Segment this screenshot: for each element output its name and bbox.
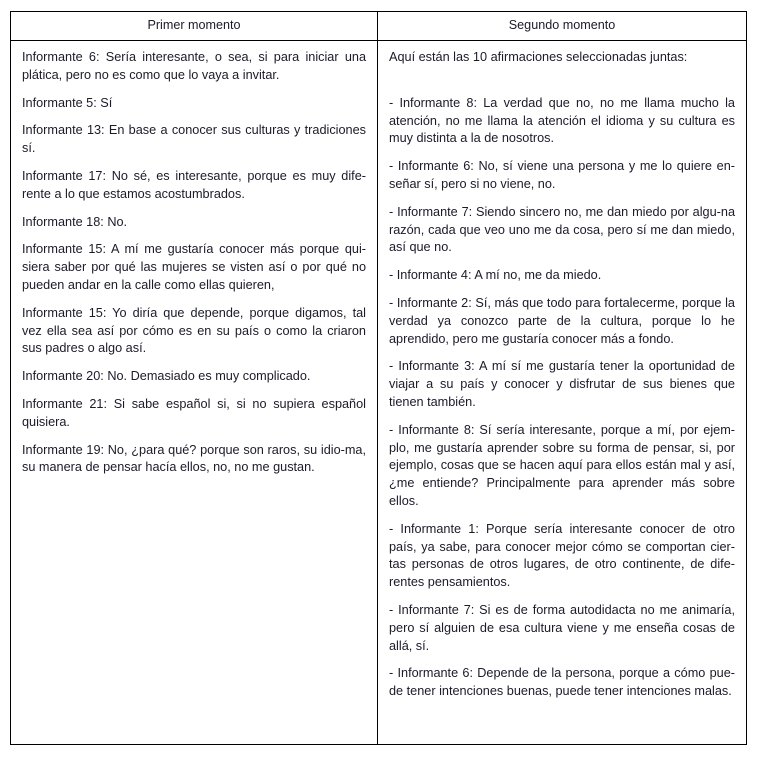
table-header [11,12,747,41]
intro-paragraph: Aquí están las 10 afirmaciones seleccionadas juntas: [389,50,688,64]
quote-paragraph: - Informante 7: Siendo sincero no, me dan miedo por algu-na razón, cada que veo uno me da cosa, pero sí me dan miedo, así que no. [389,204,735,255]
quote-paragraph: Informante 17: No sé, es interesante, porque es muy dife-rente a lo que estamos acostumbrados. [22,168,366,201]
table-row [11,41,747,745]
quote-paragraph: - Informante 2: Sí, más que todo para fortalecerme, porque la verdad ya conozco parte de la cultura, porque lo he aprendido, pero me gustaría conocer más a fondo. [389,295,735,346]
column-header-primer-momento: Primer momento [11,12,378,41]
quote-paragraph: Informante 6: Sería interesante, o sea, si para iniciar una plática, pero no es como que lo vaya a invitar. [22,50,366,82]
cell-primer-momento [11,41,378,745]
table-header-row [11,12,747,41]
quote-paragraph: - Informante 7: Si es de forma autodidacta no me animaría, pero sí alguien de esa cultura viene y me enseña cosas de allá, sí. [389,602,735,653]
quote-paragraph: Informante 18: No. [22,214,128,229]
quote-paragraph: Informante 20: No. Demasiado es muy complicado. [22,369,311,384]
quote-paragraph: - Informante 6: Depende de la persona, porque a cómo pue-de tener intenciones buenas, puede tener intenciones malas. [389,666,735,699]
cell-segundo-momento [378,41,747,745]
quote-paragraph: Informante 5: Sí [22,95,113,110]
quote-paragraph: Informante 15: Yo diría que depende, porque digamos, tal vez ella sea así por cómo es en su país o como la criaron sus padres o algo así. [22,305,366,356]
table-body [11,41,747,745]
quote-paragraph: Informante 21: Si sabe español si, si no supiera español quisiera. [22,396,366,429]
quote-paragraph: Informante 13: En base a conocer sus culturas y tradiciones sí. [22,123,366,156]
quote-paragraph: - Informante 6: No, sí viene una persona y me lo quiere en-señar sí, pero si no viene, no. [389,159,735,191]
column-header-segundo-momento: Segundo momento [378,12,747,41]
transcript-table-container [10,11,746,745]
quote-paragraph: - Informante 1: Porque sería interesante conocer de otro país, ya sabe, para conocer mejor cómo se comportan cier-tas personas de otros lugares, de otro continente, de dife-rentes pensamientos. [389,521,735,590]
transcript-table [10,11,747,745]
quote-paragraph: Informante 19: No, ¿para qué? porque son raros, su idio-ma, su manera de pensar hacía ellos, no, no me gustan. [22,442,366,475]
quote-paragraph: - Informante 8: Sí sería interesante, porque a mí, por ejem-plo, me gustaría aprender sobre su forma de pensar, si, por ejemplo, cosas que se hacen aquí para ellos están mal y así, ¿me entiende? Principalmente para aprender más sobre ellos. [389,422,735,508]
quote-paragraph: - Informante 4: A mí no, me da miedo. [389,268,602,283]
quote-paragraph: - Informante 3: A mí sí me gustaría tener la oportunidad de viajar a su país y conocer y disfrutar de sus bienes que tienen también. [389,359,735,409]
quote-paragraph: - Informante 8: La verdad que no, no me llama mucho la atención, no me llama la atención el idioma y su cultura es muy distinta a la de nosotros. [389,95,735,146]
quote-paragraph: Informante 15: A mí me gustaría conocer más porque qui-siera saber por qué las mujeres se visten así o por qué no pueden andar en la calle como ellas quieren, [22,242,366,292]
